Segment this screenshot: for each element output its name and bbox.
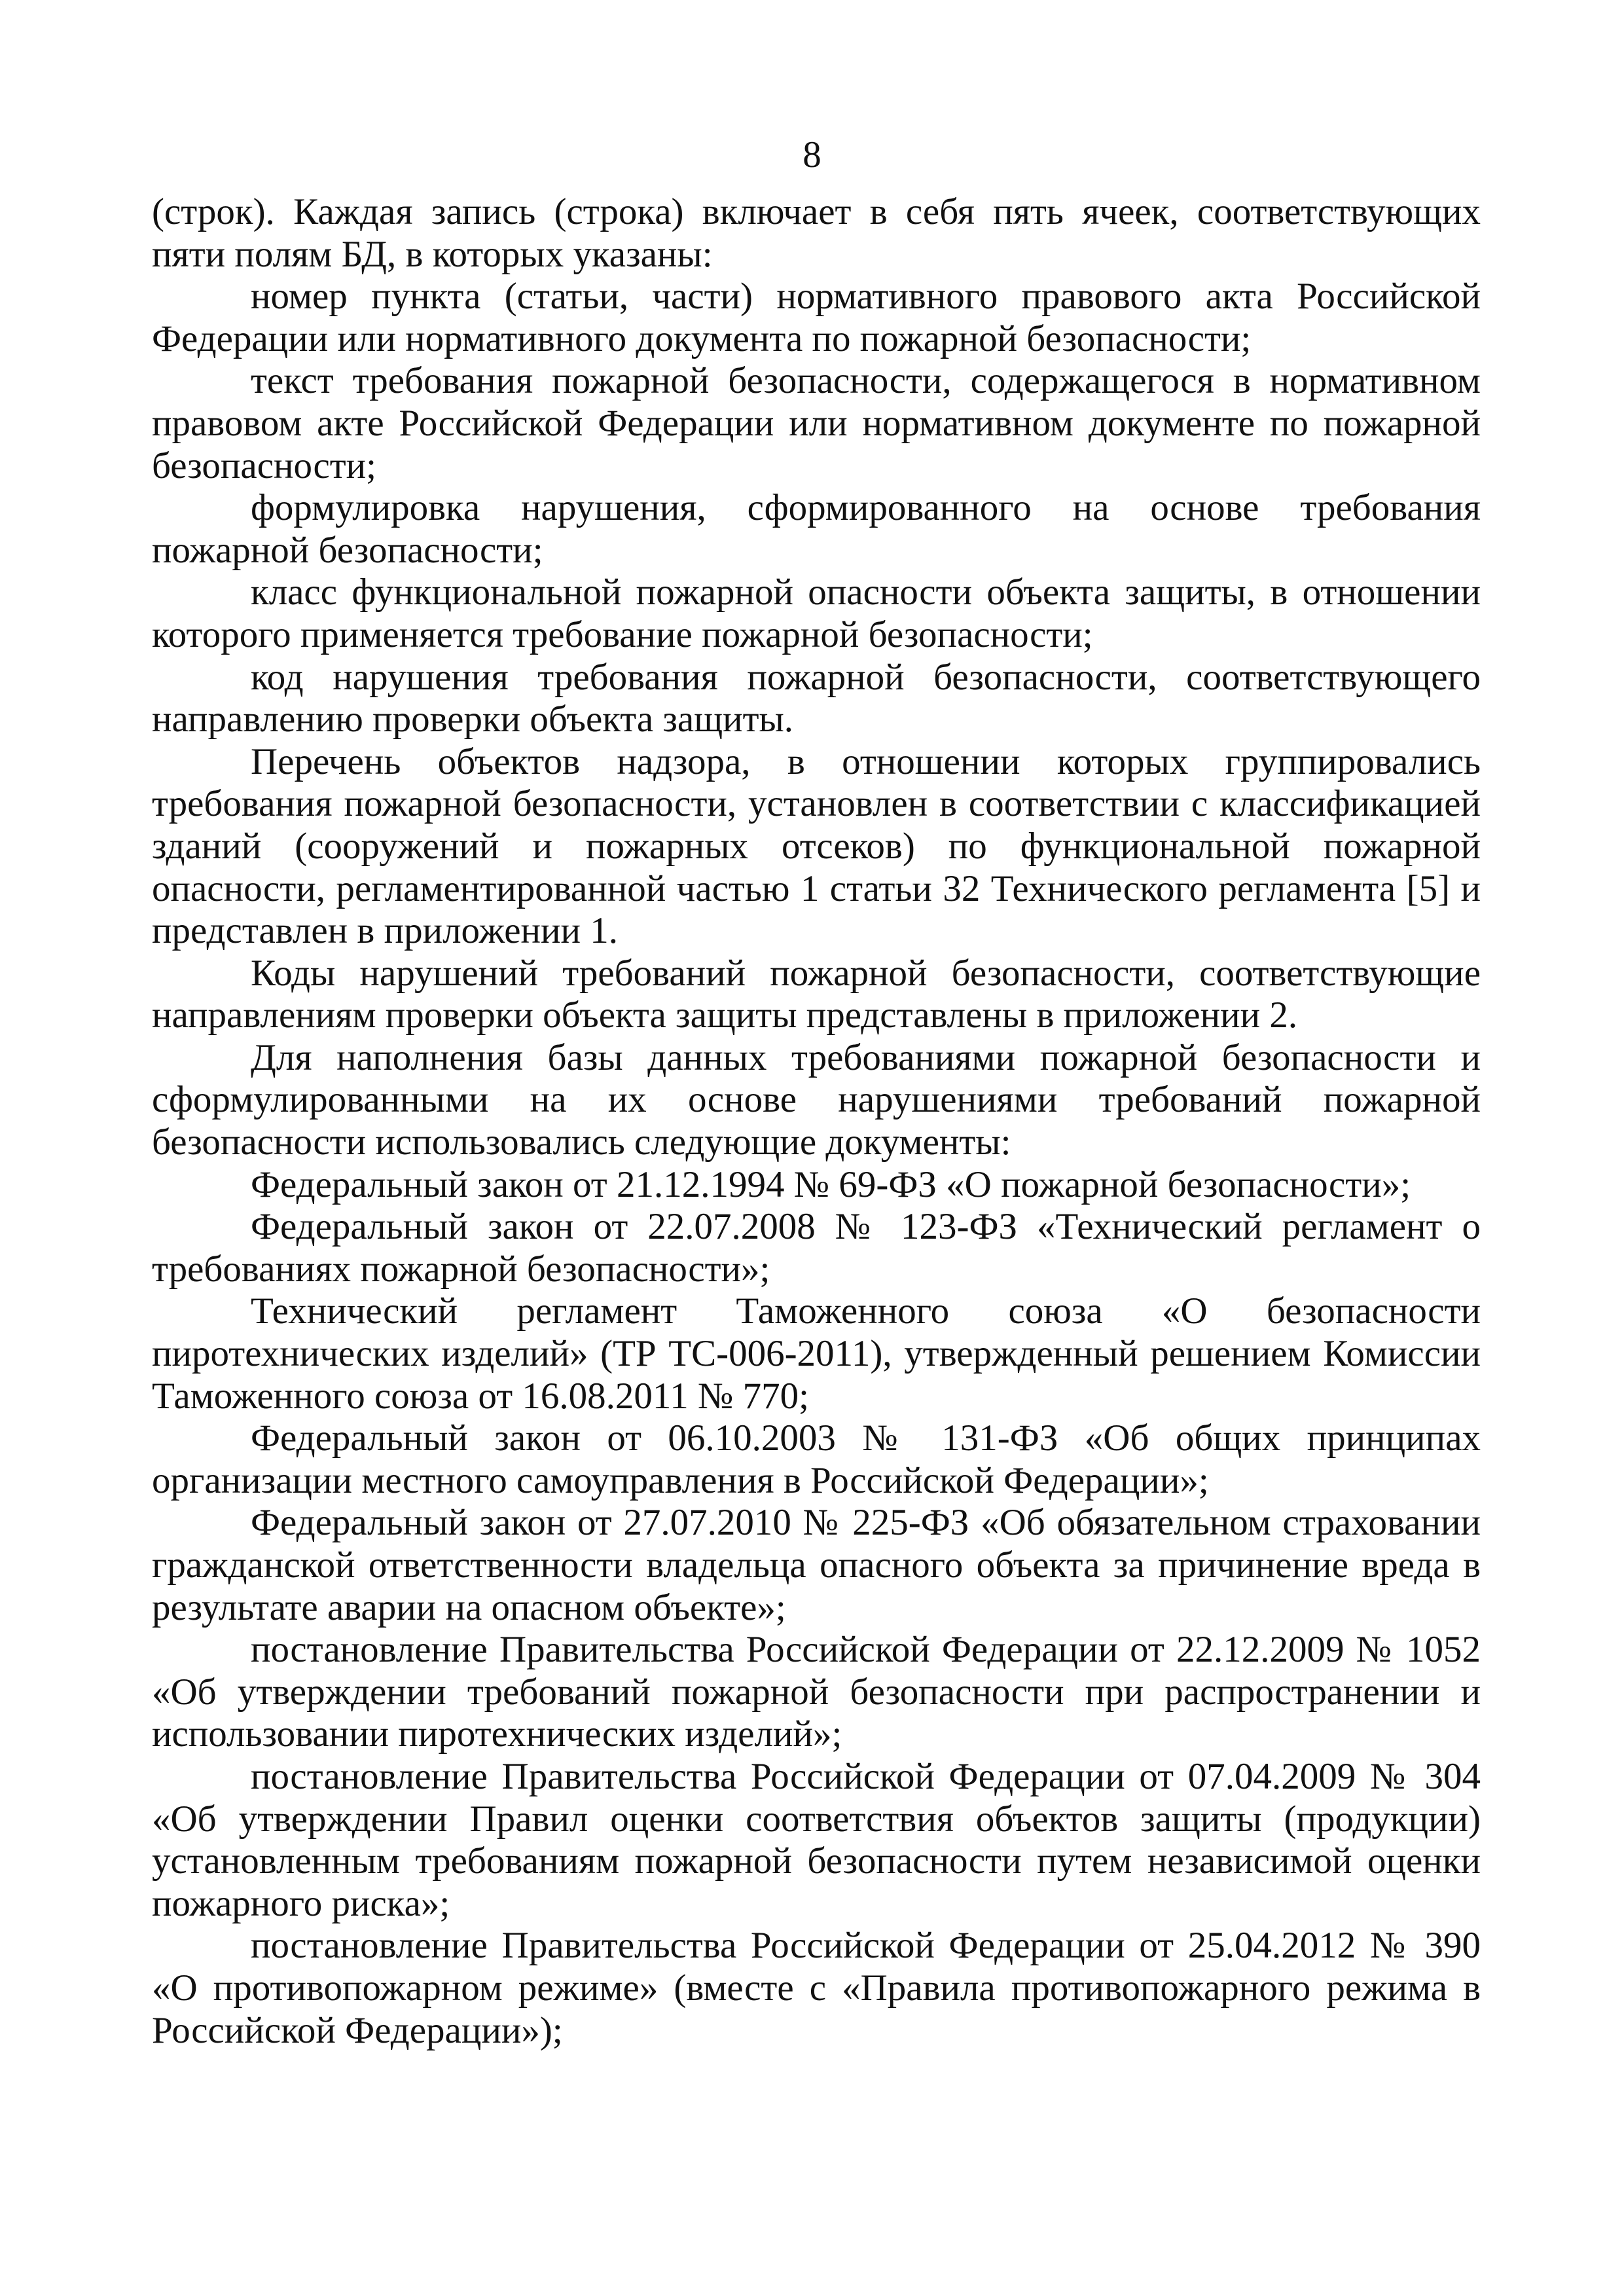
source-item: Федеральный закон от 21.12.1994 № 69-ФЗ «О пожарной безопасности»; [251,1163,1411,1205]
source-item: постановление Правительства Российской Федерации от 25.04.2012 № 390 «О противопожарном режиме» (вместе с «Правила противопожарного режима в Российской Федерации»); [152,1925,1481,2051]
source-item: Федеральный закон от 27.07.2010 № 225-ФЗ «Об обязательном страховании гражданской ответственности владельца опасного объекта за причинение вреда в результате аварии на опасном объекте»; [152,1502,1481,1628]
list-item-violation-code: код нарушения требования пожарной безопасности, соответствующего направлению проверки объекта защиты. [152,656,1481,740]
source-item: Технический регламент Таможенного союза «О безопасности пиротехнических изделий» (ТР ТС-006-2011), утвержденный решением Комиссии Таможенного союза от 16.08.2011 № 770; [152,1290,1481,1417]
source-item: Федеральный закон от 22.07.2008 № 123-ФЗ «Технический регламент о требованиях пожарной безопасности»; [152,1206,1481,1290]
paragraph-record-structure: (строк). Каждая запись (строка) включает в себя пять ячеек, соответствующих пяти полям БД, в которых указаны: [152,191,1481,275]
page-number: 8 [803,134,821,175]
source-item: постановление Правительства Российской Федерации от 22.12.2009 № 1052 «Об утверждении требований пожарной безопасности при распространении и использовании пиротехнических изделий»; [152,1629,1481,1755]
list-item-clause-number: номер пункта (статьи, части) нормативного правового акта Российской Федерации или нормативного документа по пожарной безопасности; [152,276,1481,359]
document-body [152,191,1481,2052]
paragraph-violation-codes: Коды нарушений требований пожарной безопасности, соответствующие направлениям проверки объекта защиты представлены в приложении 2. [152,952,1481,1036]
source-item: Федеральный закон от 06.10.2003 № 131-ФЗ «Об общих принципах организации местного самоуправления в Российской Федерации»; [152,1417,1481,1501]
list-item-hazard-class: класс функциональной пожарной опасности объекта защиты, в отношении которого применяется требование пожарной безопасности; [152,572,1481,655]
list-item-violation-wording: формулировка нарушения, сформированного на основе требования пожарной безопасности; [152,487,1481,571]
list-item-requirement-text: текст требования пожарной безопасности, содержащегося в нормативном правовом акте Российской Федерации или нормативном документе по пожарной безопасности; [152,360,1481,486]
paragraph-sources-intro: Для наполнения базы данных требованиями пожарной безопасности и сформулированными на их основе нарушениями требований пожарной безопасности использовались следующие документы: [152,1036,1481,1163]
source-item: постановление Правительства Российской Федерации от 07.04.2009 № 304 «Об утверждении Правил оценки соответствия объектов защиты (продукции) установленным требованиям пожарной безопасности путем независимой оценки пожарного риска»; [152,1755,1481,1924]
paragraph-objects-list: Перечень объектов надзора, в отношении которых группировались требования пожарной безопасности, установлен в соответствии с классификацией зданий (сооружений и пожарных отсеков) по функциональной пожарной опасности, регламентированной частью 1 статьи 32 Технического регламента [5] и представлен в приложении 1. [152,740,1481,952]
